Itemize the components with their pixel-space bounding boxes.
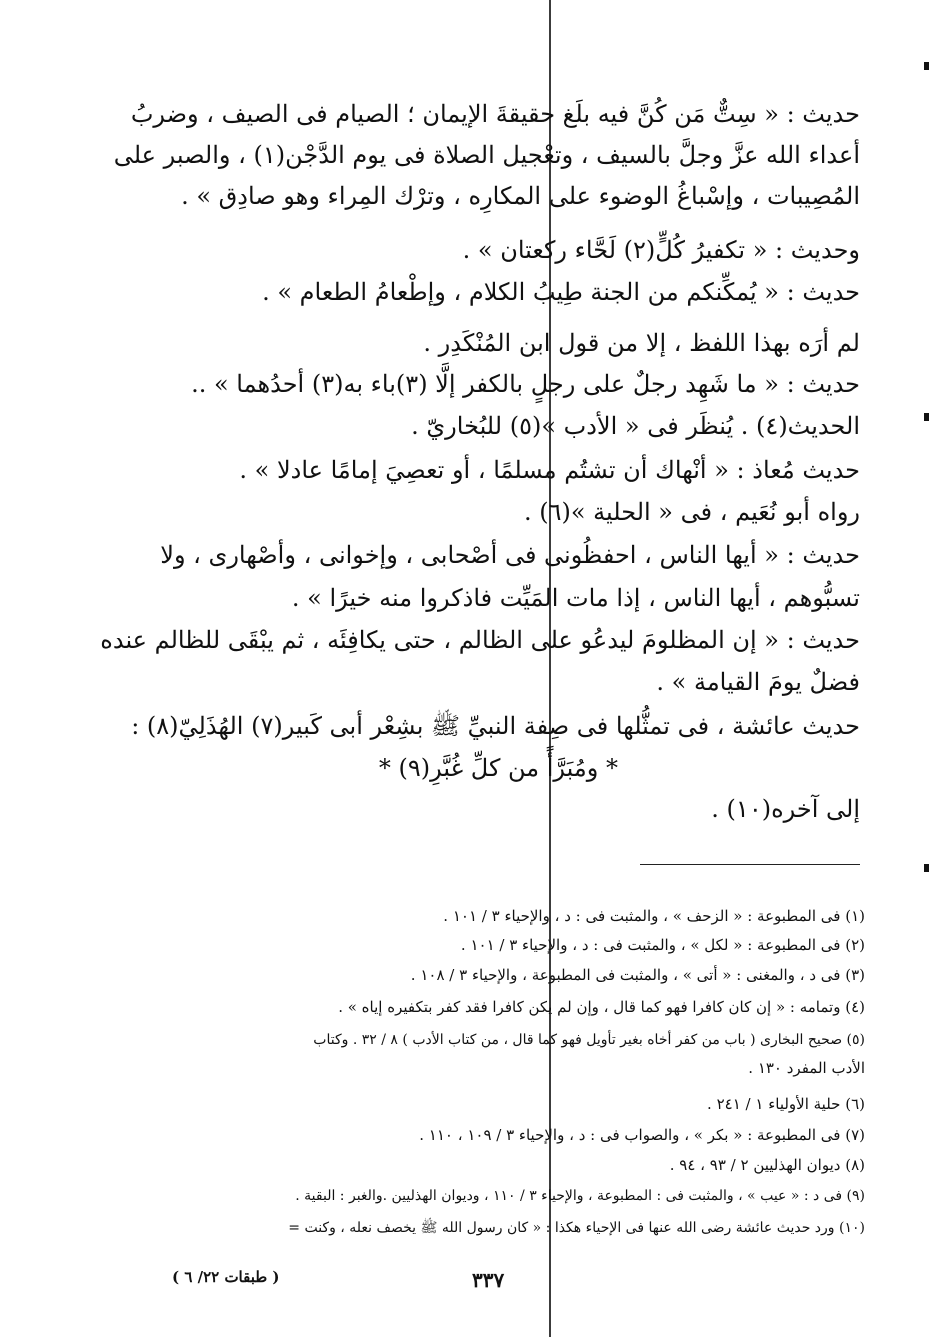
text-line: حديث : « ما شَهِد رجلٌ على رجلٍ بالكفر إلَّا (٣)باء به(٣) أحدُهما » ..: [191, 370, 860, 398]
edge-mark: [924, 864, 929, 872]
footnote: (٤) وتمامه : « إن كان كافرا فهو كما قال ، وإن لم يكن كافرا فقد كفر بتكفيره إياه » .: [338, 998, 865, 1016]
page-number: ٣٣٧: [472, 1268, 505, 1292]
text-line: فضلٌ يومَ القيامة » .: [656, 668, 860, 696]
footnote: (٧) فى المطبوعة : « بكر » ، والصواب فى : د ، والإحياء ٣ / ١٠٩ ، ١١٠ .: [419, 1126, 865, 1144]
footnote-separator: [640, 864, 860, 865]
text-line: حديث : « إن المظلومَ ليدعُو على الظالم ، حتى يكافِئَه ، ثم يبْقَى للظالم عنده: [100, 626, 860, 654]
edge-mark: [924, 413, 929, 421]
footnote: (٦) حلية الأولياء ١ / ٢٤١ .: [707, 1095, 865, 1113]
text-line: حديث : « أيها الناس ، احفظُونى فى أصْحابى ، وإخوانى ، وأصْهارى ، ولا: [160, 541, 860, 569]
text-line: أعداء الله عزَّ وجلَّ بالسيف ، وتعْجيل الصلاة فى يوم الدَّجْن(١) ، والصبر على: [113, 141, 860, 169]
footnote: الأدب المفرد ١٣٠ .: [748, 1059, 865, 1077]
footnote: (٩) فى د : « عيب » ، والمثبت فى : المطبوعة ، والإحياء ٣ / ١١٠ ، وديوان الهذليين .والغبر : البقية .: [295, 1188, 865, 1204]
footnote: (٢) فى المطبوعة : « لكل » ، والمثبت فى : د ، والإحياء ٣ / ١٠١ .: [460, 936, 865, 954]
footnote: (١٠) ورد حديث عائشة رضى الله عنها فى الإحياء هكذا : « كان رسول الله ﷺ يخصف نعله ، وكنت =: [288, 1220, 865, 1236]
signature-mark: ( طبقات ٢٢/ ٦ ): [172, 1268, 280, 1286]
text-line: لم أرَه بهذا اللفظ ، إلا من قول ابن المُنْكَدِر .: [423, 329, 860, 357]
text-line: إلى آخره(١٠) .: [711, 795, 860, 823]
poem-verse: * ومُبَرَّأً من كلِّ غُبَّرِ(٩) *: [378, 754, 618, 782]
text-line: حديث : « يُمكِّنكم من الجنة طِيبُ الكلام ، وإطْعامُ الطعام » .: [262, 278, 860, 306]
footnote: (١) فى المطبوعة : « الزحف » ، والمثبت فى : د ، والإحياء ٣ / ١٠١ .: [443, 907, 865, 925]
footnote: (٣) فى د ، والمغنى : « أتى » ، والمثبت فى المطبوعة ، والإحياء ٣ / ١٠٨ .: [410, 966, 865, 984]
footnote: (٥) صحيح البخارى ( باب من كفر أخاه بغير تأويل فهو كما قال ، من كتاب الأدب ) ٨ / ٣٢ . وكتاب: [313, 1032, 865, 1048]
text-line: وحديث : « تكفيرُ كُلٍّ(٢) لَحَّاء ركعتان » .: [462, 236, 860, 264]
text-line: تسبُّوهم ، أيها الناس ، إذا مات المَيِّت فاذكروا منه خيرًا » .: [291, 584, 860, 612]
text-line: حديث مُعاذ : « أنْهاك أن تشتُم مسلمًا ، أو تعصِيَ إمامًا عادلا » .: [239, 456, 860, 484]
text-line: المُصِيبات ، وإسْباغُ الوضوء على المكارِه ، وترْك المِراء وهو صادِق » .: [181, 182, 860, 210]
text-line: حديث عائشة ، فى تمثُّلها فى صِفة النبيِّ ﷺ بشِعْر أبى كَبير(٧) الهُذَلِيّ(٨) :: [131, 712, 860, 740]
text-line: حديث : « سِتٌّ مَن كُنَّ فيه بلَغ حقيقةَ الإيمان ؛ الصيام فى الصيف ، وضربُ: [130, 100, 860, 128]
text-line: رواه أبو نُعَيم ، فى « الحلية »(٦) .: [523, 498, 860, 526]
text-line: الحديث(٤) . يُنظَر فى « الأدب »(٥) للبُخاريّ .: [411, 412, 860, 440]
edge-mark: [924, 62, 929, 70]
footnote: (٨) ديوان الهذليين ٢ / ٩٣ ، ٩٤ .: [669, 1156, 865, 1174]
